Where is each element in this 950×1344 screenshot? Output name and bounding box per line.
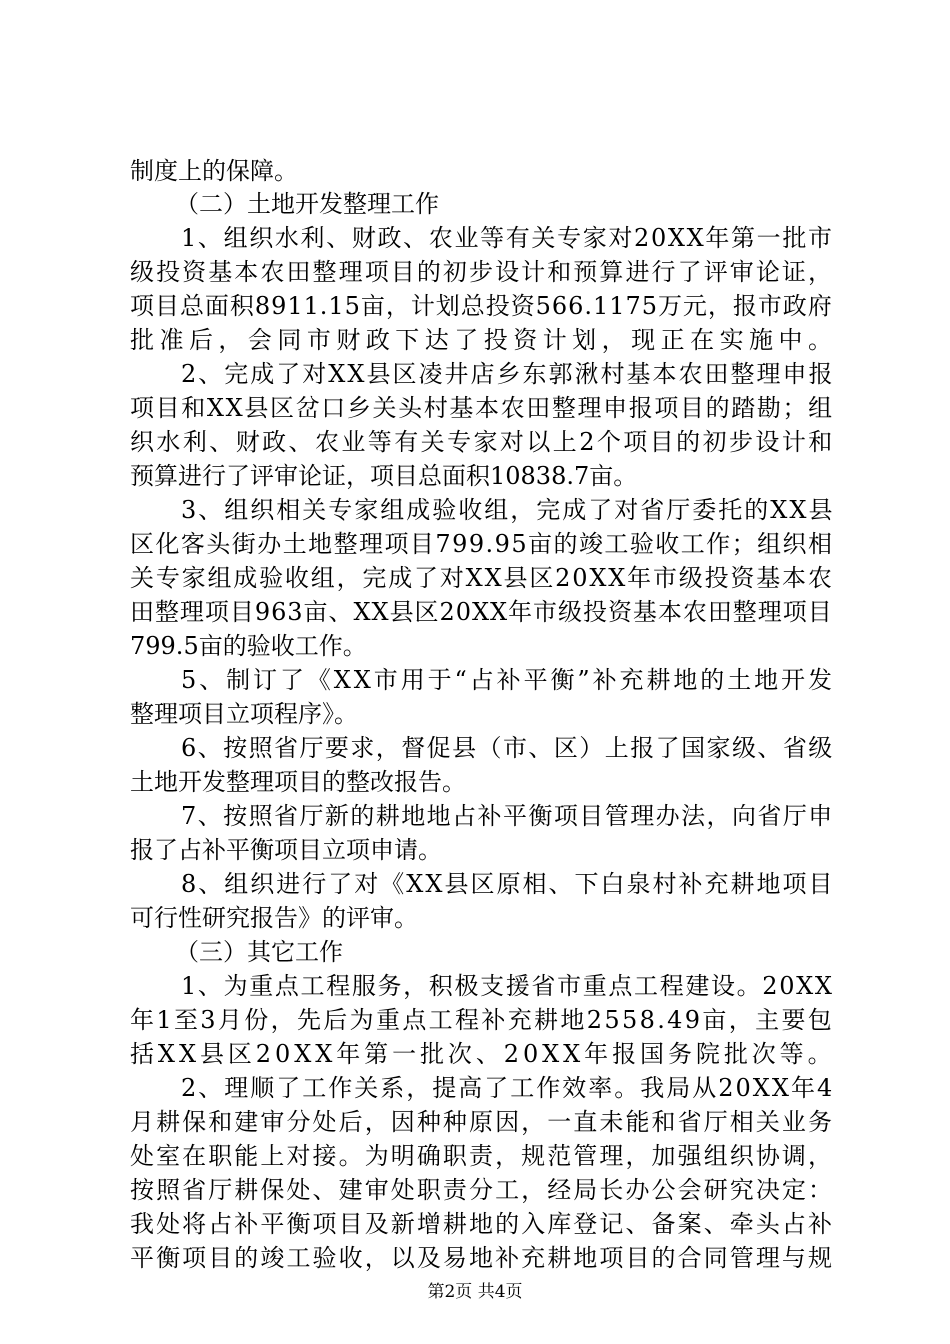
body-line: 处室在职能上对接。为明确职责，规范管理，加强组织协调， <box>130 1142 835 1170</box>
body-line: 整理项目立项程序》。 <box>130 700 358 728</box>
body-line: 5、制订了《XX市用于“占补平衡”补充耕地的土地开发 <box>181 666 835 694</box>
body-line: 年1至3月份，先后为重点工程补充耕地2558.49亩，主要包 <box>130 1006 835 1034</box>
body-line: 区化客头街办土地整理项目799.95亩的竣工验收工作；组织相 <box>130 530 834 558</box>
body-line: 平衡项目的竣工验收，以及易地补充耕地项目的合同管理与规 <box>130 1244 835 1272</box>
body-line: 2、理顺了工作关系，提高了工作效率。我局从20XX年4 <box>181 1074 835 1102</box>
body-line: 报了占补平衡项目立项申请。 <box>130 836 442 864</box>
body-line: 8、组织进行了对《XX县区原相、下白泉村补充耕地项目 <box>181 870 835 898</box>
body-line: 月耕保和建审分处后，因种种原因，一直未能和省厅相关业务 <box>130 1108 835 1136</box>
body-line: 3、组织相关专家组成验收组，完成了对省厅委托的XX县 <box>181 496 835 524</box>
body-line: 括XX县区20XX年第一批次、20XX年报国务院批次等。 <box>130 1040 836 1068</box>
body-line: 项目总面积8911.15亩，计划总投资566.1175万元，报市政府 <box>130 292 833 320</box>
body-line: 预算进行了评审论证，项目总面积10838.7亩。 <box>130 462 638 490</box>
body-line: 2、完成了对XX县区凌井店乡东郭湫村基本农田整理申报 <box>181 360 835 388</box>
body-line: 批准后，会同市财政下达了投资计划，现正在实施中。 <box>130 326 838 354</box>
body-line: 田整理项目963亩、XX县区20XX年市级投资基本农田整理项目 <box>130 598 833 626</box>
body-line: 织水利、财政、农业等有关专家对以上2个项目的初步设计和 <box>130 428 835 456</box>
body-line: 1、组织水利、财政、农业等有关专家对20XX年第一批市 <box>181 224 834 252</box>
page-footer: 第2页 共4页 <box>427 1282 523 1302</box>
body-line: 我处将占补平衡项目及新增耕地的入库登记、备案、牵头占补 <box>130 1210 835 1238</box>
body-line: 土地开发整理项目的整改报告。 <box>130 768 466 796</box>
body-line: 关专家组成验收组，完成了对XX县区20XX年市级投资基本农 <box>130 564 834 592</box>
body-line: （三）其它工作 <box>175 938 343 966</box>
body-line: 级投资基本农田整理项目的初步设计和预算进行了评审论证， <box>130 258 835 286</box>
body-line: 6、按照省厅要求，督促县（市、区）上报了国家级、省级 <box>181 734 834 762</box>
body-line: 可行性研究报告》的评审。 <box>130 904 418 932</box>
body-line: 799.5亩的验收工作。 <box>130 632 367 660</box>
body-line: 制度上的保障。 <box>130 157 298 185</box>
body-line: 按照省厅耕保处、建审处职责分工，经局长办公会研究决定： <box>130 1176 835 1204</box>
body-line: 7、按照省厅新的耕地地占补平衡项目管理办法，向省厅申 <box>181 802 834 830</box>
body-line: 1、为重点工程服务，积极支援省市重点工程建设。20XX <box>181 972 834 1000</box>
body-line: 项目和XX县区岔口乡关头村基本农田整理申报项目的踏勘；组 <box>130 394 834 422</box>
body-line: （二）土地开发整理工作 <box>175 190 439 218</box>
